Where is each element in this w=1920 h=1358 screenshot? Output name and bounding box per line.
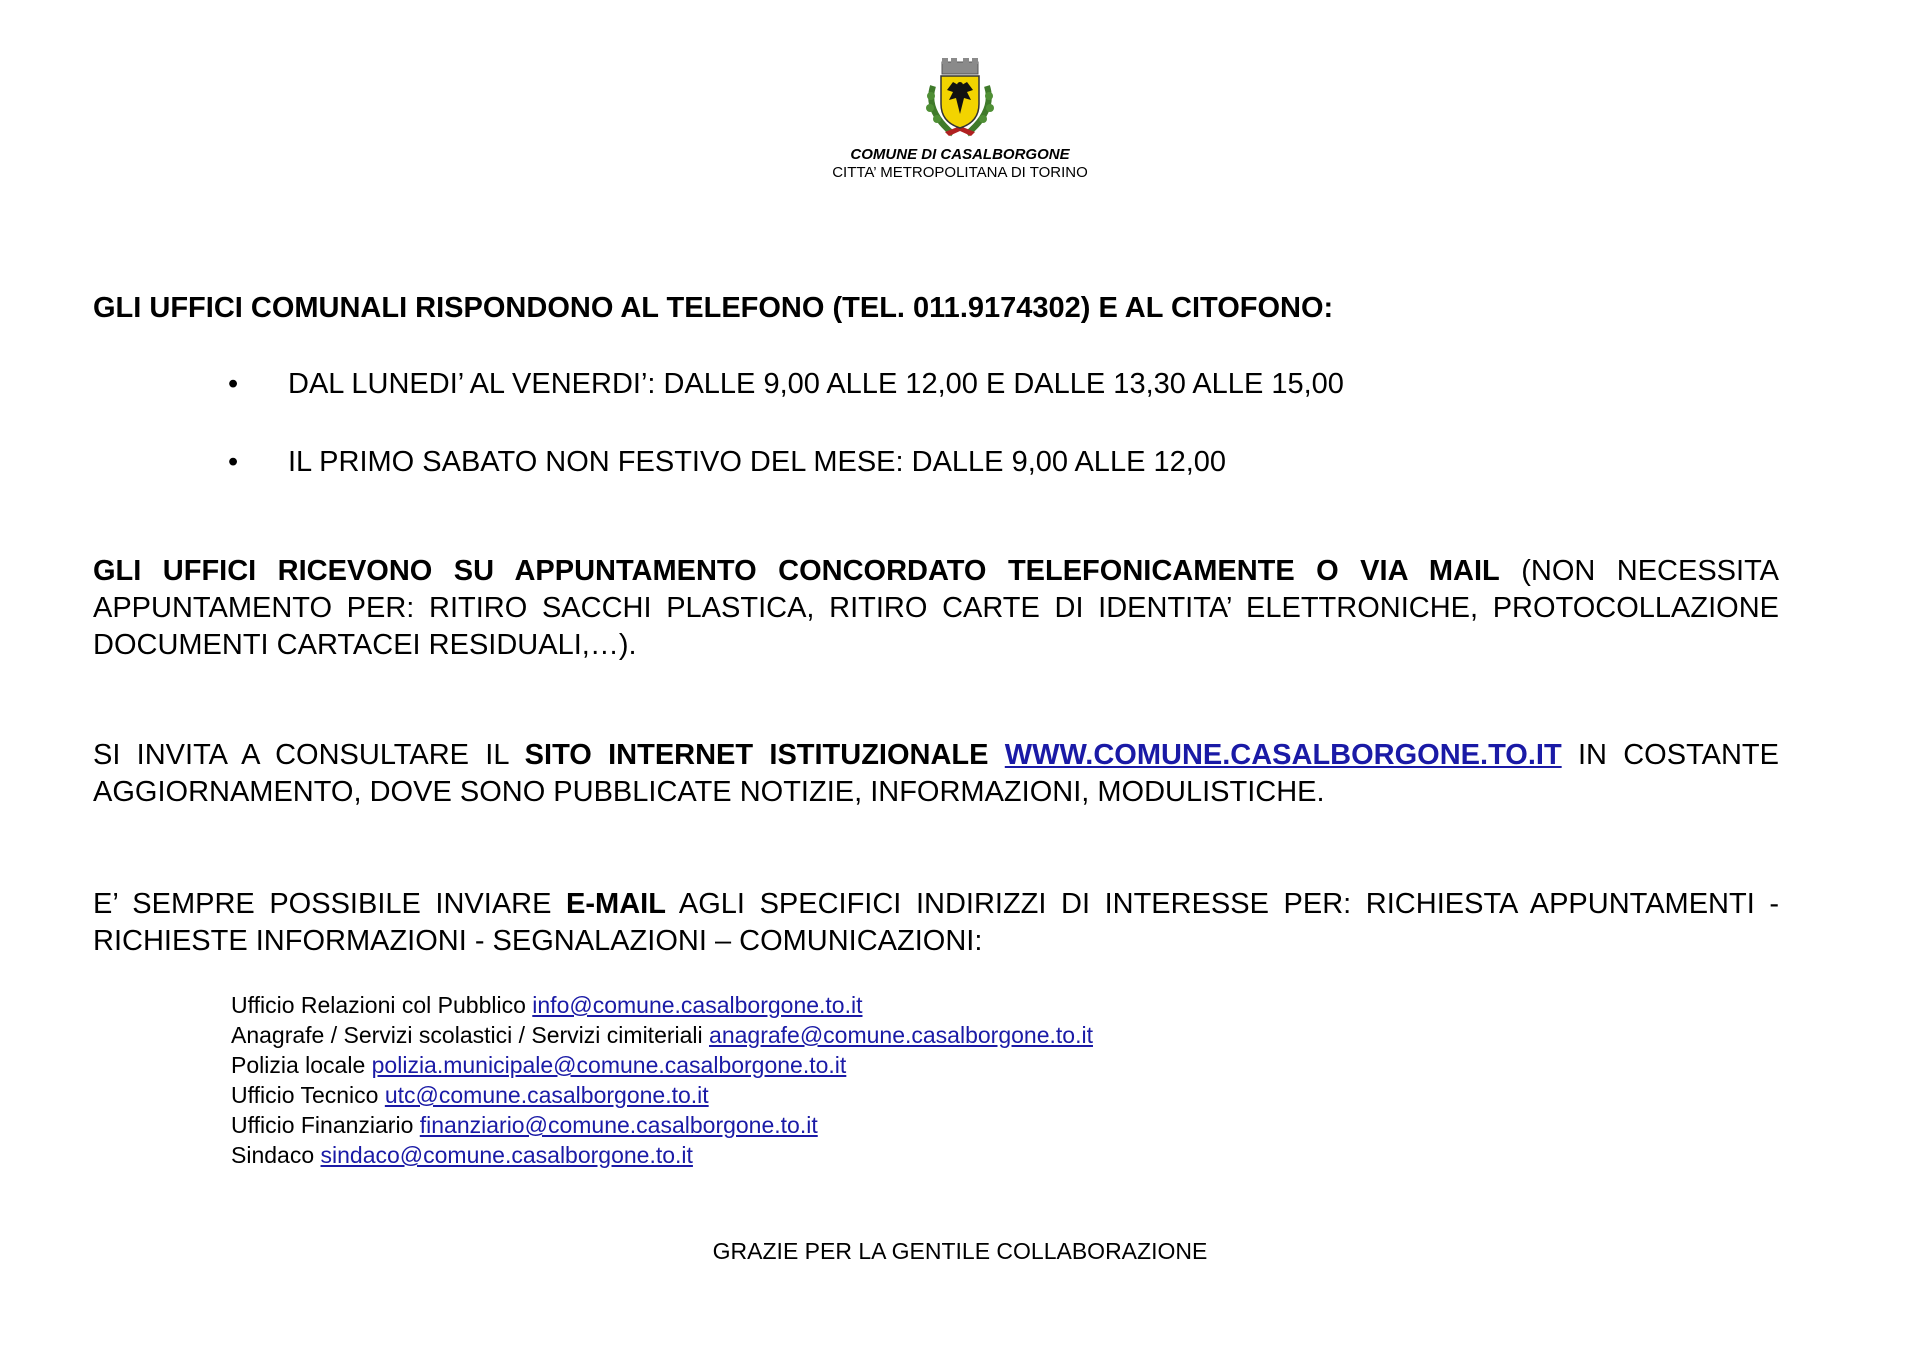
email-link-sindaco[interactable]: sindaco@comune.casalborgone.to.it xyxy=(320,1142,693,1168)
saturday-hours: IL PRIMO SABATO NON FESTIVO DEL MESE: DALLE 9,00 ALLE 12,00 xyxy=(288,446,1227,478)
email-link-info[interactable]: info@comune.casalborgone.to.it xyxy=(532,992,863,1018)
appointment-paragraph xyxy=(93,553,1779,664)
comune-name: COMUNE DI CASALBORGONE xyxy=(850,146,1070,163)
email-bold-text: E-MAIL xyxy=(566,888,666,920)
weekday-hours: DAL LUNEDI’ AL VENERDI’: DALLE 9,00 ALLE 12,00 E DALLE 13,30 ALLE 15,00 xyxy=(288,368,1344,400)
phone-hours-heading: GLI UFFICI COMUNALI RISPONDONO AL TELEFONO (TEL. 011.9174302) E AL CITOFONO: xyxy=(93,292,1334,324)
contact-row-urp xyxy=(231,990,1631,1020)
appointment-note: (NON NECESSITA APPUNTAMENTO PER: RITIRO SACCHI PLASTICA, RITIRO CARTE DI IDENTITA’ ELETTRONICHE, PROTOCOLLAZIONE DOCUMENTI CARTACEI RESIDUALI,…). xyxy=(93,555,1779,661)
bullet-icon: • xyxy=(228,446,239,478)
appointment-bold-text: GLI UFFICI RICEVONO SU APPUNTAMENTO CONCORDATO TELEFONICAMENTE O VIA MAIL xyxy=(93,555,1500,587)
contact-row-finanziario xyxy=(231,1110,1631,1140)
email-link-polizia[interactable]: polizia.municipale@comune.casalborgone.to.it xyxy=(371,1052,847,1078)
email-link-anagrafe[interactable]: anagrafe@comune.casalborgone.to.it xyxy=(709,1022,1093,1048)
contact-label: Ufficio Relazioni col Pubblico xyxy=(231,992,533,1018)
office-hours-list xyxy=(228,366,1728,522)
email-link-finanziario[interactable]: finanziario@comune.casalborgone.to.it xyxy=(419,1112,818,1138)
website-space xyxy=(988,739,1004,771)
website-intro: SI INVITA A CONSULTARE IL xyxy=(93,739,525,771)
contact-row-polizia xyxy=(231,1050,1631,1080)
website-description: IN COSTANTE AGGIORNAMENTO, DOVE SONO PUBBLICATE NOTIZIE, INFORMAZIONI, MODULISTICHE. xyxy=(93,739,1779,808)
contacts-list xyxy=(231,990,1631,1170)
website-paragraph xyxy=(93,737,1779,811)
citta-metropolitana: CITTA’ METROPOLITANA DI TORINO xyxy=(832,164,1088,181)
email-intro: E’ SEMPRE POSSIBILE INVIARE xyxy=(93,888,567,920)
contact-row-tecnico xyxy=(231,1080,1631,1110)
municipal-crest-icon xyxy=(915,56,1005,140)
document-header xyxy=(0,56,1920,182)
email-paragraph xyxy=(93,886,1779,960)
contact-row-anagrafe xyxy=(231,1020,1631,1050)
contact-label: Anagrafe / Servizi scolastici / Servizi cimiteriali xyxy=(231,1022,710,1048)
bullet-icon: • xyxy=(228,368,239,400)
contact-label: Ufficio Finanziario xyxy=(231,1112,420,1138)
website-bold-text: SITO INTERNET ISTITUZIONALE xyxy=(524,739,989,771)
contact-label: Sindaco xyxy=(231,1142,321,1168)
contact-label: Ufficio Tecnico xyxy=(231,1082,385,1108)
contact-label: Polizia locale xyxy=(231,1052,372,1078)
closing-thanks: GRAZIE PER LA GENTILE COLLABORAZIONE xyxy=(712,1238,1208,1264)
email-purposes: AGLI SPECIFICI INDIRIZZI DI INTERESSE PER: RICHIESTA APPUNTAMENTI - RICHIESTE INFORMAZIONI - SEGNALAZIONI – COMUNICAZIONI: xyxy=(93,888,1779,957)
website-link[interactable]: WWW.COMUNE.CASALBORGONE.TO.IT xyxy=(1004,739,1562,771)
contact-row-sindaco xyxy=(231,1140,1631,1170)
list-item xyxy=(228,444,1728,481)
list-item xyxy=(228,366,1728,403)
email-link-utc[interactable]: utc@comune.casalborgone.to.it xyxy=(384,1082,709,1108)
